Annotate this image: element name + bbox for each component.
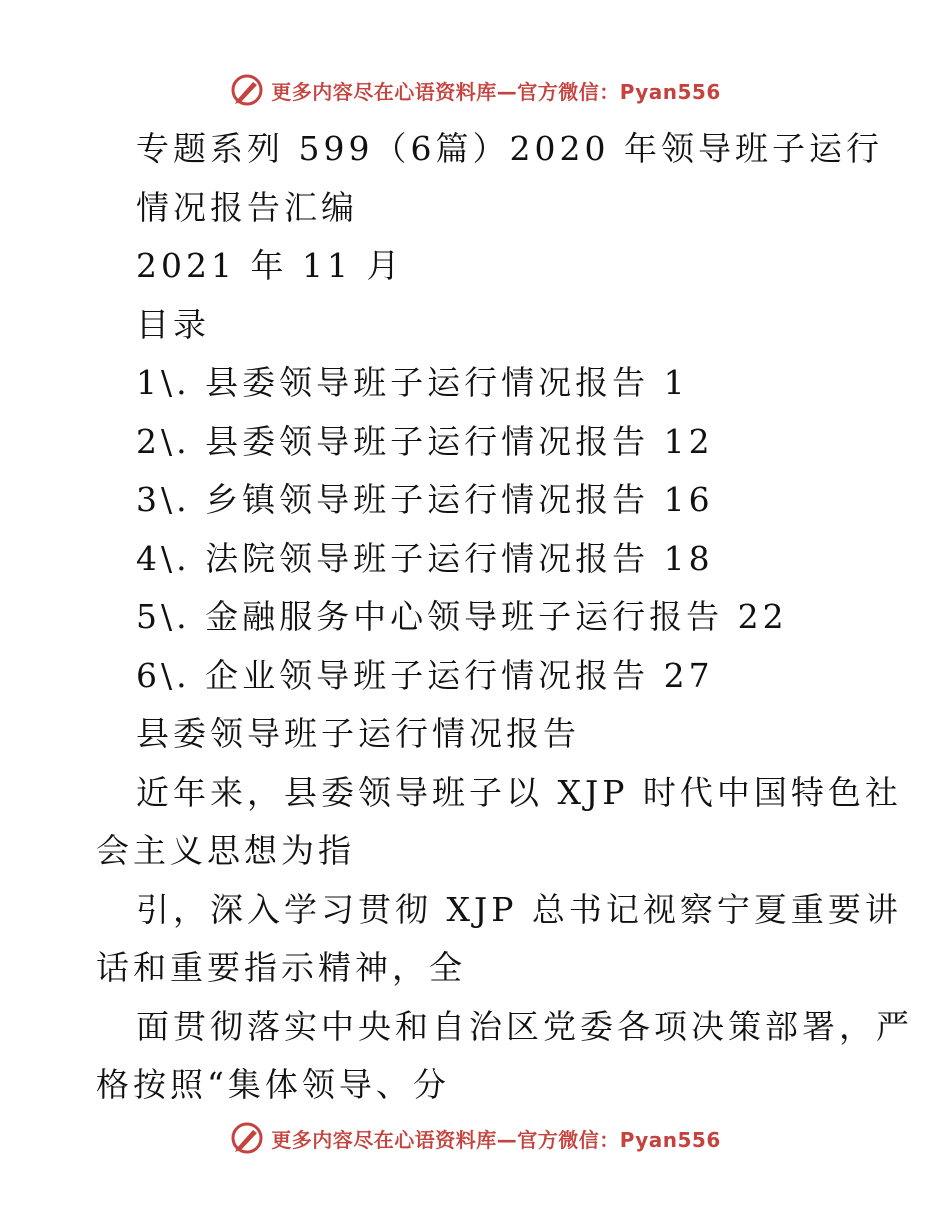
header-banner xyxy=(0,70,950,110)
pen-circle-icon xyxy=(229,1120,265,1156)
toc-item: 2\. 县委领导班子运行情况报告 12 xyxy=(136,421,714,461)
body-paragraph-line: 话和重要指示精神，全 xyxy=(96,948,466,987)
document-date: 2021 年 11 月 xyxy=(136,246,404,285)
body-paragraph-line: 会主义思想为指 xyxy=(96,831,355,870)
body-paragraph-line: 格按照“集体领导、分 xyxy=(96,1065,450,1104)
toc-item: 1\. 县委领导班子运行情况报告 1 xyxy=(136,363,689,402)
body-paragraph-line: 近年来，县委领导班子以 XJP 时代中国特色社 xyxy=(136,772,902,812)
toc-item: 3\. 乡镇领导班子运行情况报告 16 xyxy=(136,480,714,519)
toc-item: 4\. 法院领导班子运行情况报告 18 xyxy=(136,538,714,578)
banner-text: 更多内容尽在心语资料库—官方微信：Pyan556 xyxy=(271,1127,721,1152)
banner-text: 更多内容尽在心语资料库—官方微信：Pyan556 xyxy=(271,79,721,104)
footer-banner xyxy=(0,1118,950,1158)
pen-circle-icon xyxy=(229,72,265,108)
document-title-line-1: 专题系列 599（6篇）2020 年领导班子运行 xyxy=(136,129,883,168)
toc-heading: 目录 xyxy=(136,304,210,344)
section-title: 县委领导班子运行情况报告 xyxy=(136,714,580,753)
document-title-line-2: 情况报告汇编 xyxy=(136,187,358,227)
toc-item: 6\. 企业领导班子运行情况报告 27 xyxy=(136,655,714,695)
body-paragraph-line: 引，深入学习贯彻 XJP 总书记视察宁夏重要讲 xyxy=(136,889,902,929)
body-paragraph-line: 面贯彻落实中央和自治区党委各项决策部署，严 xyxy=(136,1006,913,1046)
document-body xyxy=(96,120,913,1115)
toc-item: 5\. 金融服务中心领导班子运行报告 22 xyxy=(136,597,788,636)
